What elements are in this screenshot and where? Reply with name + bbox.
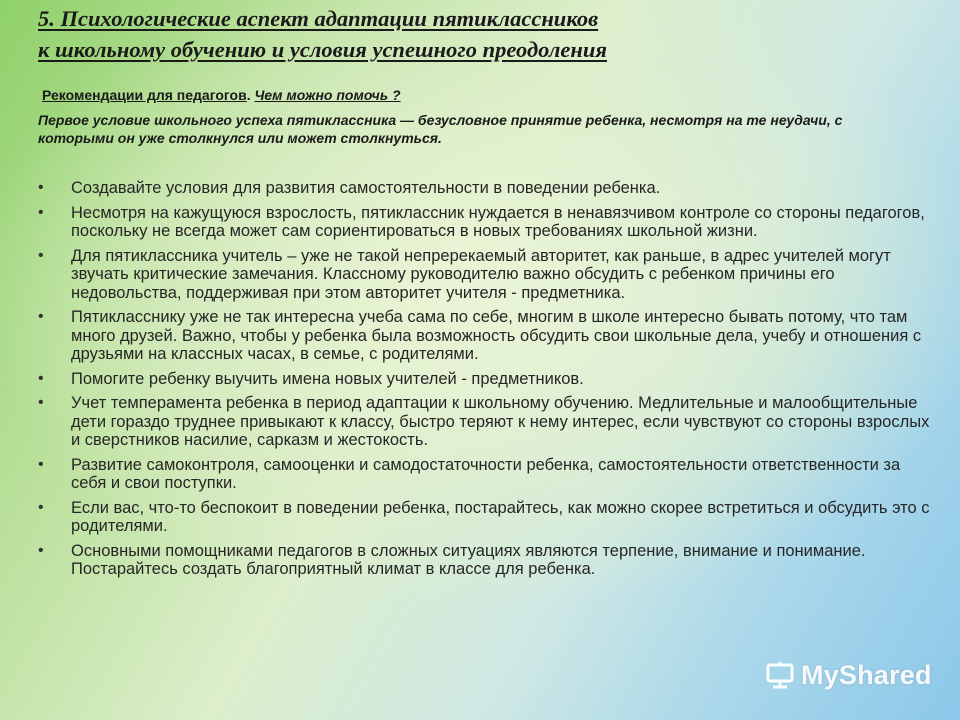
list-item-text: Учет темперамента ребенка в период адаптации к школьному обучению. Медлительные и малообщительные дети гораздо труднее привыкают к классу, быстро теряют к нему интерес, если чувствуют со стороны взрослых и сверстников насилие, сарказм и жестокость. bbox=[71, 394, 930, 449]
myshared-watermark bbox=[765, 656, 932, 694]
recommendations-label: Рекомендации для педагогов bbox=[42, 87, 247, 103]
list-item-text: Основными помощниками педагогов в сложных ситуациях являются терпение, внимание и понимание. Постарайтесь создать благоприятный климат в классе для ребенка. bbox=[71, 541, 866, 578]
list-item bbox=[38, 204, 930, 241]
slide-title bbox=[38, 3, 938, 65]
list-item bbox=[38, 179, 930, 198]
list-item-text: Пятикласснику уже не так интересна учеба сама по себе, многим в школе интересно бывать потому, что там много друзей. Важно, чтобы у ребенка была возможность обсудить свои школьные дела, учебу и отношения с друзьями на классных часах, в семье, с родителями. bbox=[71, 308, 922, 363]
bullet-icon: • bbox=[38, 541, 44, 559]
first-condition-text: Первое условие школьного успеха пятиклассника — безусловное принятие ребенка, несмотря на те неудачи, с которыми он уже столкнулся или может столкнуться. bbox=[38, 112, 843, 146]
bullet-icon: • bbox=[38, 246, 44, 264]
bullet-icon: • bbox=[38, 369, 44, 387]
list-item-text: Для пятиклассника учитель – уже не такой непререкаемый авторитет, как раньше, в адрес учителей могут звучать критические замечания. Классному руководителю важно обсудить с ребенком причины его недовольства, поддерживая при этом авторитет учителя - предметника. bbox=[71, 246, 891, 302]
title-line-2: к школьному обучению и условия успешного преодоления bbox=[38, 37, 607, 62]
list-item bbox=[38, 456, 930, 493]
bullet-icon: • bbox=[38, 308, 44, 325]
list-item-text: Развитие самоконтроля, самооценки и самодостаточности ребенка, самостоятельности ответственности за себя и свои поступки. bbox=[71, 455, 901, 492]
recommendations-question: Чем можно помочь ? bbox=[254, 87, 401, 103]
presentation-board-icon bbox=[765, 660, 795, 690]
list-item bbox=[38, 542, 930, 579]
bullet-icon: • bbox=[38, 498, 44, 516]
recommendations-heading bbox=[42, 87, 922, 103]
list-item-text: Если вас, что-то беспокоит в поведении ребенка, постарайтесь, как можно скорее встретиться и обсудить это с родителями. bbox=[71, 498, 930, 535]
list-item-text: Создавайте условия для развития самостоятельности в поведении ребенка. bbox=[71, 179, 661, 197]
watermark-text: MyShared bbox=[801, 659, 932, 690]
list-item-text: Несмотря на кажущуюся взрослость, пятиклассник нуждается в ненавязчивом контроле со стороны педагогов, поскольку не всегда может сам сориентироваться в новых требованиях школьной жизни. bbox=[71, 203, 925, 240]
recommendations-separator: . bbox=[246, 87, 255, 103]
list-item bbox=[38, 370, 930, 389]
bullet-icon: • bbox=[38, 203, 44, 221]
list-item bbox=[38, 394, 930, 450]
list-item bbox=[38, 308, 930, 364]
bullet-icon: • bbox=[38, 179, 44, 196]
bullet-icon: • bbox=[38, 394, 44, 411]
list-item-text: Помогите ребенку выучить имена новых учителей - предметников. bbox=[71, 369, 584, 388]
bullet-icon: • bbox=[38, 455, 44, 473]
list-item bbox=[38, 247, 930, 303]
list-item bbox=[38, 499, 930, 536]
recommendation-list bbox=[38, 179, 930, 585]
title-line-1: 5. Психологические аспект адаптации пятиклассников bbox=[38, 6, 599, 31]
